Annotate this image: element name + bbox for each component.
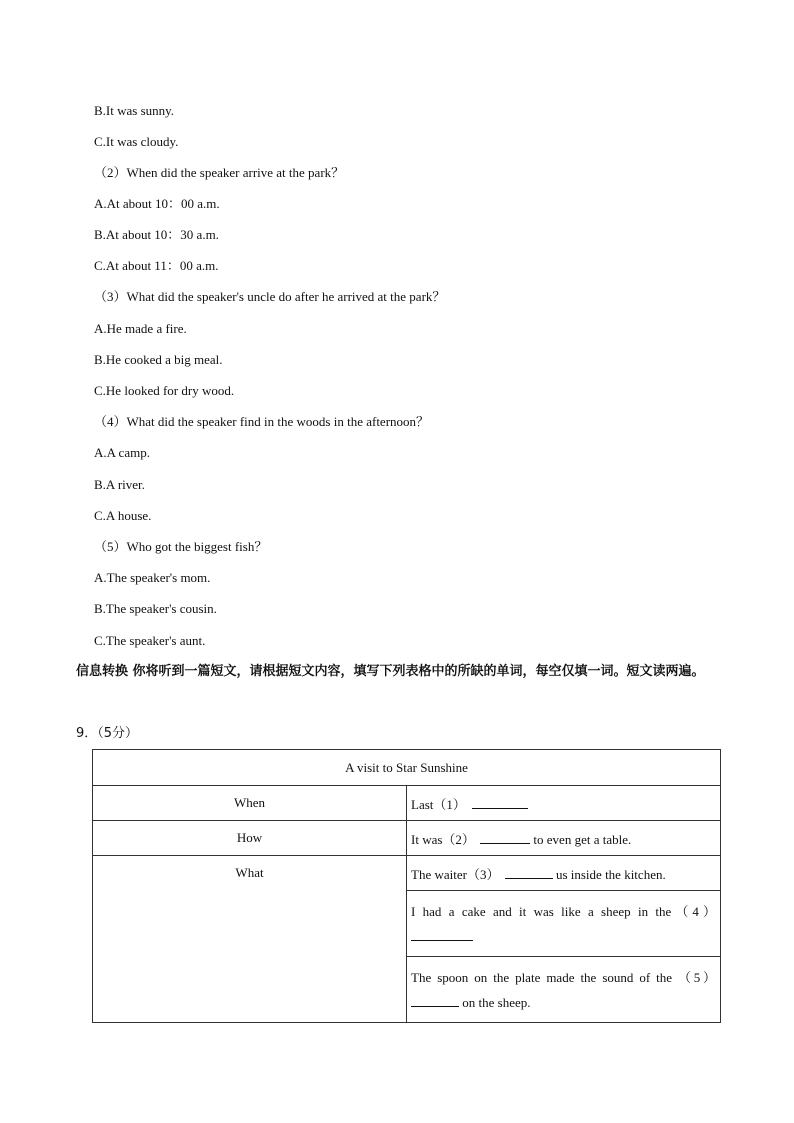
table-label-when: When [93,786,407,821]
table-title: A visit to Star Sunshine [93,750,721,786]
question-line: （5）Who got the biggest fish？ [94,539,268,554]
option-line: A.The speaker's mom. [94,570,211,585]
answer-blank-1[interactable] [472,796,528,809]
answer-blank-4[interactable] [411,928,473,941]
cell-text: to even get a table. [533,831,632,847]
question-line: （4）What did the speaker find in the woods in the afternoon？ [94,414,430,429]
table-cell-what-1 [407,856,721,891]
table-label-how: How [93,821,407,856]
table-cell-what-3 [407,957,721,1023]
cell-text: us inside the kitchen. [555,866,666,882]
option-line: C.A house. [94,508,152,523]
option-line: A.He made a fire. [94,321,187,336]
question-line: （3）What did the speaker's uncle do after he arrived at the park？ [94,289,446,304]
cell-text: on the sheep. [459,994,531,1010]
option-line: A.At about 10：00 a.m. [94,196,220,211]
cell-text: I had a cake and it was like a sheep in the（4） [411,903,716,919]
question-number: 9．（5分） [76,726,139,741]
option-line: B.It was sunny. [94,103,175,118]
table-cell-what-2 [407,891,721,957]
cell-text: The waiter（3） [411,866,500,882]
cell-text: The spoon on the plate made the sound of the （5） [411,969,716,985]
answer-blank-3[interactable] [505,866,553,879]
section-instruction: 信息转换 你将听到一篇短文，请根据短文内容，填写下列表格中的所缺的单词，每空仅填一词。短文读两遍。 [76,664,705,679]
option-line: A.A camp. [94,445,150,460]
option-line: B.The speaker's cousin. [94,601,217,616]
option-line: C.He looked for dry wood. [94,383,235,398]
option-line: C.The speaker's aunt. [94,633,206,648]
option-line: B.At about 10：30 a.m. [94,227,219,242]
table-cell-how [407,821,721,856]
table-label-what: What [93,856,407,1023]
info-table [92,749,721,1023]
question-line: （2）When did the speaker arrive at the park？ [94,165,345,180]
cell-text: It was（2） [411,831,475,847]
table-cell-when [407,786,721,821]
cell-text: Last（1） [411,796,466,812]
option-line: C.It was cloudy. [94,134,179,149]
option-line: C.At about 11：00 a.m. [94,258,219,273]
answer-blank-5[interactable] [411,994,459,1007]
option-line: B.A river. [94,477,145,492]
option-line: B.He cooked a big meal. [94,352,223,367]
answer-blank-2[interactable] [480,831,530,844]
